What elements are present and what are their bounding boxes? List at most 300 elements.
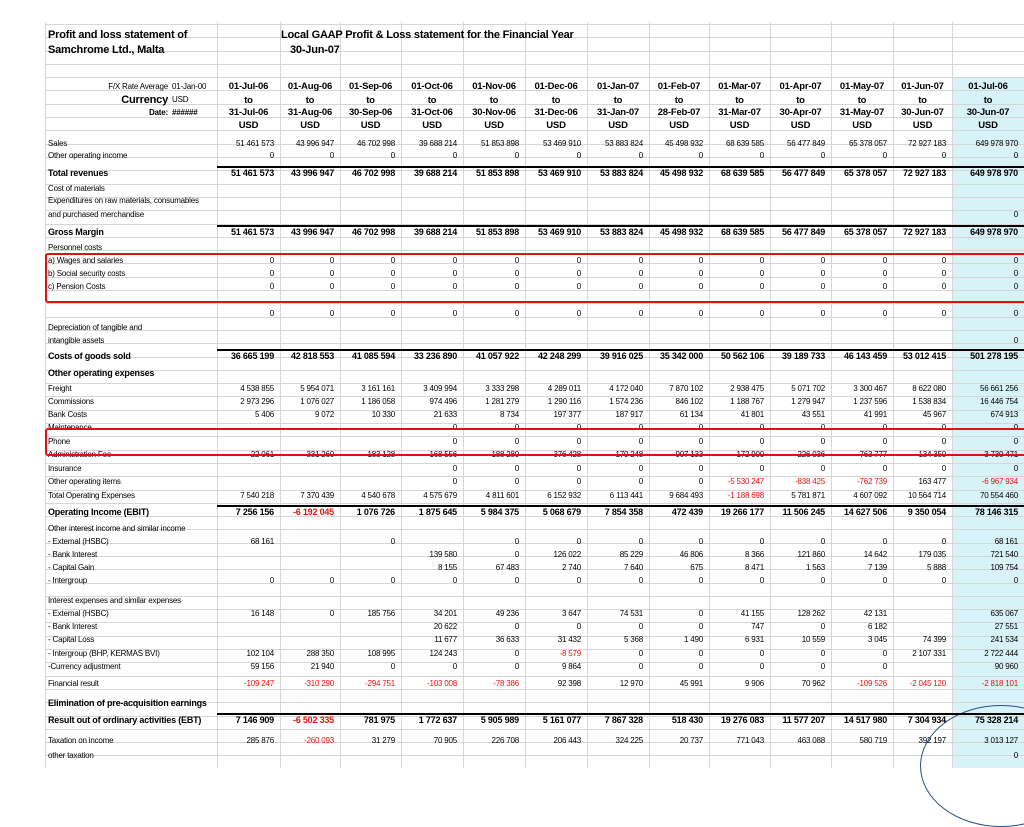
value-cell[interactable]: 0 — [576, 151, 581, 160]
value-cell[interactable]: -310 290 — [304, 679, 334, 688]
value-cell[interactable]: 463 088 — [797, 736, 825, 745]
value-cell[interactable]: 0 — [941, 576, 946, 585]
value-cell[interactable]: 206 443 — [553, 736, 581, 745]
value-cell[interactable]: 3 013 127 — [984, 736, 1018, 745]
value-cell[interactable]: 0 — [759, 269, 764, 278]
value-cell[interactable]: 0 — [820, 151, 825, 160]
value-cell[interactable]: 0 — [576, 477, 581, 486]
value-cell[interactable]: 9 906 — [744, 679, 764, 688]
value-cell[interactable]: 0 — [390, 282, 395, 291]
value-cell[interactable]: -6 192 045 — [292, 507, 334, 517]
value-cell[interactable]: 0 — [698, 576, 703, 585]
value-cell[interactable]: 0 — [638, 423, 643, 432]
currency-value[interactable]: USD — [172, 95, 189, 104]
value-cell[interactable]: 39 189 733 — [781, 351, 825, 361]
value-cell[interactable]: 0 — [941, 423, 946, 432]
value-cell[interactable]: 41 991 — [863, 410, 887, 419]
value-cell[interactable]: 0 — [514, 256, 519, 265]
value-cell[interactable]: 179 248 — [615, 450, 643, 459]
value-cell[interactable]: 3 730 471 — [984, 450, 1018, 459]
value-cell[interactable]: 0 — [638, 309, 643, 318]
value-cell[interactable]: 35 342 000 — [659, 351, 703, 361]
value-cell[interactable]: 61 134 — [679, 410, 703, 419]
value-cell[interactable]: 0 — [882, 576, 887, 585]
value-cell[interactable]: 51 461 573 — [235, 139, 274, 148]
value-cell[interactable]: 45 967 — [922, 410, 946, 419]
value-cell[interactable]: 78 146 315 — [974, 507, 1018, 517]
value-cell[interactable]: 0 — [638, 151, 643, 160]
value-cell[interactable]: 172 900 — [736, 450, 764, 459]
value-cell[interactable]: 0 — [820, 662, 825, 671]
value-cell[interactable]: 121 860 — [797, 550, 825, 559]
value-cell[interactable]: 46 806 — [679, 550, 703, 559]
value-cell[interactable]: -8 579 — [559, 649, 581, 658]
value-cell[interactable]: 7 867 328 — [604, 715, 643, 725]
value-cell[interactable]: 8 155 — [437, 563, 457, 572]
value-cell[interactable]: 0 — [452, 423, 457, 432]
value-cell[interactable]: 0 — [698, 269, 703, 278]
value-cell[interactable]: 376 428 — [553, 450, 581, 459]
value-cell[interactable]: 43 551 — [801, 410, 825, 419]
value-cell[interactable]: 241 534 — [990, 635, 1018, 644]
value-cell[interactable]: 5 954 071 — [300, 384, 334, 393]
value-cell[interactable]: 0 — [329, 269, 334, 278]
value-cell[interactable]: 46 702 998 — [351, 168, 395, 178]
value-cell[interactable]: 102 104 — [246, 649, 274, 658]
value-cell[interactable]: 0 — [452, 477, 457, 486]
value-cell[interactable]: 10 564 714 — [907, 491, 946, 500]
value-cell[interactable]: 41 057 922 — [475, 351, 519, 361]
value-cell[interactable]: 53 883 824 — [604, 139, 643, 148]
value-cell[interactable]: -5 530 247 — [727, 477, 764, 486]
value-cell[interactable]: 1 290 116 — [547, 397, 581, 406]
value-cell[interactable]: 0 — [941, 537, 946, 546]
value-cell[interactable]: 53 883 824 — [599, 168, 643, 178]
value-cell[interactable]: 0 — [638, 464, 643, 473]
value-cell[interactable]: 781 975 — [363, 715, 395, 725]
value-cell[interactable]: 0 — [452, 437, 457, 446]
value-cell[interactable]: 3 409 994 — [423, 384, 457, 393]
value-cell[interactable]: 45 498 932 — [659, 227, 703, 237]
value-cell[interactable]: 0 — [390, 309, 395, 318]
value-cell[interactable]: 288 350 — [306, 649, 334, 658]
value-cell[interactable]: 46 702 998 — [351, 227, 395, 237]
value-cell[interactable]: 2 107 331 — [912, 649, 946, 658]
value-cell[interactable]: 49 236 — [495, 609, 519, 618]
value-cell[interactable]: 0 — [514, 282, 519, 291]
value-cell[interactable]: 0 — [698, 464, 703, 473]
value-cell[interactable]: 0 — [329, 609, 334, 618]
value-cell[interactable]: 128 262 — [797, 609, 825, 618]
value-cell[interactable]: 5 368 — [623, 635, 643, 644]
value-cell[interactable]: 0 — [1013, 464, 1018, 473]
value-cell[interactable]: 0 — [698, 309, 703, 318]
value-cell[interactable]: 0 — [820, 282, 825, 291]
value-cell[interactable]: 42 131 — [863, 609, 887, 618]
value-cell[interactable]: 1 538 834 — [912, 397, 946, 406]
value-cell[interactable]: 0 — [269, 309, 274, 318]
value-cell[interactable]: 0 — [514, 576, 519, 585]
value-cell[interactable]: 3 333 298 — [485, 384, 519, 393]
value-cell[interactable]: 324 225 — [615, 736, 643, 745]
value-cell[interactable]: 472 439 — [671, 507, 703, 517]
value-cell[interactable]: 649 978 970 — [970, 168, 1018, 178]
value-cell[interactable]: 70 962 — [801, 679, 825, 688]
value-cell[interactable]: 0 — [390, 256, 395, 265]
value-cell[interactable]: 68 639 585 — [720, 168, 764, 178]
value-cell[interactable]: 0 — [452, 269, 457, 278]
value-cell[interactable]: 72 927 183 — [907, 139, 946, 148]
value-cell[interactable]: 0 — [882, 437, 887, 446]
value-cell[interactable]: 0 — [390, 151, 395, 160]
value-cell[interactable]: 126 022 — [553, 550, 581, 559]
value-cell[interactable]: 0 — [1013, 751, 1018, 760]
value-cell[interactable]: 51 853 898 — [475, 227, 519, 237]
value-cell[interactable]: 0 — [576, 309, 581, 318]
value-cell[interactable]: 846 102 — [675, 397, 703, 406]
value-cell[interactable]: 7 370 439 — [300, 491, 334, 500]
value-cell[interactable]: 0 — [452, 151, 457, 160]
value-cell[interactable]: 10 330 — [371, 410, 395, 419]
value-cell[interactable]: 1 875 645 — [418, 507, 457, 517]
value-cell[interactable]: -762 739 — [857, 477, 887, 486]
value-cell[interactable]: 331 260 — [306, 450, 334, 459]
value-cell[interactable]: 0 — [820, 537, 825, 546]
value-cell[interactable]: 7 304 934 — [907, 715, 946, 725]
value-cell[interactable]: 0 — [882, 464, 887, 473]
value-cell[interactable]: 0 — [329, 256, 334, 265]
value-cell[interactable]: 0 — [698, 609, 703, 618]
value-cell[interactable]: 51 853 898 — [475, 168, 519, 178]
value-cell[interactable]: 5 888 — [926, 563, 946, 572]
value-cell[interactable]: 2 973 296 — [240, 397, 274, 406]
value-cell[interactable]: 721 540 — [990, 550, 1018, 559]
value-cell[interactable]: 0 — [759, 537, 764, 546]
value-cell[interactable]: 0 — [390, 537, 395, 546]
value-cell[interactable]: 68 639 585 — [720, 227, 764, 237]
value-cell[interactable]: 0 — [941, 151, 946, 160]
value-cell[interactable]: 168 556 — [429, 450, 457, 459]
value-cell[interactable]: 70 905 — [433, 736, 457, 745]
value-cell[interactable]: 0 — [759, 256, 764, 265]
value-cell[interactable]: 0 — [638, 477, 643, 486]
value-cell[interactable]: 9 684 493 — [669, 491, 703, 500]
value-cell[interactable]: 0 — [1013, 423, 1018, 432]
value-cell[interactable]: 0 — [820, 576, 825, 585]
value-cell[interactable]: 0 — [329, 151, 334, 160]
value-cell[interactable]: 46 702 998 — [356, 139, 395, 148]
value-cell[interactable]: 39 688 214 — [413, 227, 457, 237]
value-cell[interactable]: 0 — [329, 576, 334, 585]
value-cell[interactable]: 0 — [698, 649, 703, 658]
value-cell[interactable]: 39 688 214 — [418, 139, 457, 148]
value-cell[interactable]: 36 665 199 — [230, 351, 274, 361]
value-cell[interactable]: 0 — [1013, 576, 1018, 585]
value-cell[interactable]: 16 446 754 — [979, 397, 1018, 406]
value-cell[interactable]: 0 — [638, 622, 643, 631]
value-cell[interactable]: 53 012 415 — [902, 351, 946, 361]
value-cell[interactable]: 7 146 909 — [235, 715, 274, 725]
value-cell[interactable]: 0 — [698, 423, 703, 432]
value-cell[interactable]: 501 278 195 — [970, 351, 1018, 361]
value-cell[interactable]: 7 640 — [623, 563, 643, 572]
value-cell[interactable]: 675 — [690, 563, 703, 572]
value-cell[interactable]: 70 554 460 — [979, 491, 1018, 500]
value-cell[interactable]: 51 461 573 — [230, 168, 274, 178]
value-cell[interactable]: 674 913 — [990, 410, 1018, 419]
value-cell[interactable]: 5 068 679 — [542, 507, 581, 517]
value-cell[interactable]: 4 811 601 — [485, 491, 519, 500]
value-cell[interactable]: 10 559 — [801, 635, 825, 644]
value-cell[interactable]: 0 — [698, 256, 703, 265]
value-cell[interactable]: 187 917 — [615, 410, 643, 419]
value-cell[interactable]: 0 — [638, 282, 643, 291]
value-cell[interactable]: 0 — [759, 437, 764, 446]
value-cell[interactable]: 45 991 — [679, 679, 703, 688]
value-cell[interactable]: 31 432 — [557, 635, 581, 644]
value-cell[interactable]: 19 266 177 — [720, 507, 764, 517]
value-cell[interactable]: 0 — [759, 282, 764, 291]
value-cell[interactable]: 197 377 — [553, 410, 581, 419]
value-cell[interactable]: -6 502 335 — [292, 715, 334, 725]
value-cell[interactable]: 50 562 106 — [720, 351, 764, 361]
value-cell[interactable]: 0 — [514, 423, 519, 432]
value-cell[interactable]: 75 328 214 — [974, 715, 1018, 725]
value-cell[interactable]: 0 — [269, 576, 274, 585]
value-cell[interactable]: 45 498 932 — [664, 139, 703, 148]
value-cell[interactable]: 42 818 553 — [290, 351, 334, 361]
value-cell[interactable]: 65 378 057 — [848, 139, 887, 148]
value-cell[interactable]: 226 708 — [491, 736, 519, 745]
value-cell[interactable]: 85 229 — [619, 550, 643, 559]
value-cell[interactable]: 9 072 — [314, 410, 334, 419]
value-cell[interactable]: 0 — [514, 151, 519, 160]
value-cell[interactable]: 0 — [452, 464, 457, 473]
value-cell[interactable]: 9 350 054 — [907, 507, 946, 517]
value-cell[interactable]: 8 471 — [744, 563, 764, 572]
value-cell[interactable]: -260 093 — [304, 736, 334, 745]
value-cell[interactable]: 0 — [269, 256, 274, 265]
value-cell[interactable]: 0 — [514, 662, 519, 671]
value-cell[interactable]: 635 067 — [990, 609, 1018, 618]
value-cell[interactable]: 0 — [269, 282, 274, 291]
value-cell[interactable]: 0 — [452, 576, 457, 585]
value-cell[interactable]: 179 035 — [918, 550, 946, 559]
value-cell[interactable]: 6 931 — [744, 635, 764, 644]
value-cell[interactable]: 3 300 467 — [853, 384, 887, 393]
value-cell[interactable]: 6 113 441 — [609, 491, 643, 500]
value-cell[interactable]: 3 161 161 — [361, 384, 395, 393]
value-cell[interactable]: -78 386 — [493, 679, 519, 688]
value-cell[interactable]: 12 970 — [619, 679, 643, 688]
value-cell[interactable]: 0 — [576, 269, 581, 278]
value-cell[interactable]: -1 188 698 — [727, 491, 764, 500]
value-cell[interactable]: 0 — [759, 151, 764, 160]
value-cell[interactable]: 0 — [820, 256, 825, 265]
value-cell[interactable]: 4 540 678 — [361, 491, 395, 500]
value-cell[interactable]: 0 — [882, 282, 887, 291]
value-cell[interactable]: 0 — [576, 537, 581, 546]
value-cell[interactable]: 0 — [576, 282, 581, 291]
value-cell[interactable]: 1 563 — [805, 563, 825, 572]
value-cell[interactable]: 5 406 — [254, 410, 274, 419]
value-cell[interactable]: 1 772 637 — [418, 715, 457, 725]
value-cell[interactable]: 0 — [820, 269, 825, 278]
value-cell[interactable]: 649 978 970 — [970, 227, 1018, 237]
value-cell[interactable]: 0 — [1013, 437, 1018, 446]
value-cell[interactable]: 139 580 — [429, 550, 457, 559]
value-cell[interactable]: 0 — [514, 477, 519, 486]
value-cell[interactable]: 3 045 — [867, 635, 887, 644]
value-cell[interactable]: 0 — [452, 256, 457, 265]
value-cell[interactable]: 134 350 — [918, 450, 946, 459]
value-cell[interactable]: 41 155 — [740, 609, 764, 618]
value-cell[interactable]: 11 677 — [434, 635, 457, 644]
value-cell[interactable]: 16 148 — [250, 609, 274, 618]
value-cell[interactable]: 8 622 080 — [912, 384, 946, 393]
value-cell[interactable]: 0 — [1013, 282, 1018, 291]
value-cell[interactable]: 8 734 — [499, 410, 519, 419]
value-cell[interactable]: -2 818 101 — [981, 679, 1018, 688]
value-cell[interactable]: 0 — [941, 464, 946, 473]
value-cell[interactable]: 56 477 849 — [786, 139, 825, 148]
value-cell[interactable]: 580 719 — [859, 736, 887, 745]
value-cell[interactable]: 59 156 — [250, 662, 274, 671]
value-cell[interactable]: 11 577 207 — [782, 715, 825, 725]
value-cell[interactable]: 0 — [514, 537, 519, 546]
value-cell[interactable]: 1 188 767 — [730, 397, 764, 406]
value-cell[interactable]: 20 737 — [679, 736, 703, 745]
value-cell[interactable]: 0 — [698, 477, 703, 486]
value-cell[interactable]: 65 378 057 — [843, 168, 887, 178]
value-cell[interactable]: 108 995 — [367, 649, 395, 658]
value-cell[interactable]: 27 551 — [994, 622, 1018, 631]
value-cell[interactable]: 0 — [882, 151, 887, 160]
value-cell[interactable]: 0 — [759, 649, 764, 658]
value-cell[interactable]: 43 996 947 — [290, 168, 334, 178]
value-cell[interactable]: 45 498 932 — [659, 168, 703, 178]
value-cell[interactable]: 5 905 989 — [480, 715, 519, 725]
value-cell[interactable]: 51 853 898 — [480, 139, 519, 148]
value-cell[interactable]: 4 607 092 — [853, 491, 887, 500]
value-cell[interactable]: 4 172 040 — [609, 384, 643, 393]
value-cell[interactable]: 649 978 970 — [975, 139, 1018, 148]
value-cell[interactable]: 3 647 — [561, 609, 581, 618]
value-cell[interactable]: 0 — [329, 282, 334, 291]
value-cell[interactable]: 21 633 — [433, 410, 457, 419]
value-cell[interactable]: 39 688 214 — [413, 168, 457, 178]
value-cell[interactable]: 0 — [1013, 336, 1018, 345]
value-cell[interactable]: 43 996 947 — [290, 227, 334, 237]
value-cell[interactable]: 0 — [638, 269, 643, 278]
value-cell[interactable]: 0 — [941, 282, 946, 291]
value-cell[interactable]: 41 085 594 — [351, 351, 395, 361]
value-cell[interactable]: 65 378 057 — [843, 227, 887, 237]
value-cell[interactable]: -2 045 120 — [909, 679, 946, 688]
value-cell[interactable]: -109 247 — [244, 679, 274, 688]
value-cell[interactable]: 0 — [514, 649, 519, 658]
value-cell[interactable]: 0 — [698, 437, 703, 446]
value-cell[interactable]: 1 281 279 — [485, 397, 519, 406]
value-cell[interactable]: 7 870 102 — [669, 384, 703, 393]
value-cell[interactable]: 1 186 058 — [361, 397, 395, 406]
value-cell[interactable]: 0 — [820, 649, 825, 658]
value-cell[interactable]: -6 967 934 — [981, 477, 1018, 486]
value-cell[interactable]: 21 940 — [310, 662, 334, 671]
value-cell[interactable]: 0 — [638, 662, 643, 671]
value-cell[interactable]: 0 — [820, 423, 825, 432]
value-cell[interactable]: 34 201 — [433, 609, 457, 618]
value-cell[interactable]: 0 — [820, 622, 825, 631]
value-cell[interactable]: 7 854 358 — [604, 507, 643, 517]
value-cell[interactable]: 747 — [751, 622, 764, 631]
value-cell[interactable]: 1 574 236 — [609, 397, 643, 406]
value-cell[interactable]: 11 506 245 — [782, 507, 825, 517]
value-cell[interactable]: 22 061 — [250, 450, 274, 459]
value-cell[interactable]: 20 622 — [433, 622, 457, 631]
value-cell[interactable]: 1 237 596 — [853, 397, 887, 406]
value-cell[interactable]: 0 — [1013, 256, 1018, 265]
value-cell[interactable]: 90 960 — [994, 662, 1018, 671]
value-cell[interactable]: 0 — [698, 282, 703, 291]
value-cell[interactable]: 1 076 027 — [300, 397, 334, 406]
value-cell[interactable]: 68 639 585 — [725, 139, 764, 148]
value-cell[interactable]: 1 279 947 — [791, 397, 825, 406]
value-cell[interactable]: 33 236 890 — [413, 351, 457, 361]
value-cell[interactable]: 0 — [1013, 151, 1018, 160]
value-cell[interactable]: 0 — [390, 269, 395, 278]
value-cell[interactable]: 163 477 — [918, 477, 946, 486]
value-cell[interactable]: 0 — [820, 437, 825, 446]
value-cell[interactable]: 0 — [576, 464, 581, 473]
value-cell[interactable]: 31 279 — [371, 736, 395, 745]
date-value[interactable]: ###### — [172, 108, 198, 117]
value-cell[interactable]: 5 071 702 — [791, 384, 825, 393]
value-cell[interactable]: 2 938 475 — [730, 384, 764, 393]
value-cell[interactable]: 0 — [390, 576, 395, 585]
value-cell[interactable]: -838 425 — [795, 477, 825, 486]
value-cell[interactable]: 4 289 011 — [547, 384, 581, 393]
value-cell[interactable]: 0 — [820, 309, 825, 318]
value-cell[interactable]: 0 — [514, 437, 519, 446]
value-cell[interactable]: 9 864 — [561, 662, 581, 671]
value-cell[interactable]: 0 — [882, 309, 887, 318]
value-cell[interactable]: 185 756 — [367, 609, 395, 618]
value-cell[interactable]: 42 248 299 — [537, 351, 581, 361]
value-cell[interactable]: 183 128 — [367, 450, 395, 459]
value-cell[interactable]: 0 — [576, 437, 581, 446]
value-cell[interactable]: 0 — [698, 622, 703, 631]
value-cell[interactable]: 0 — [882, 662, 887, 671]
value-cell[interactable]: 0 — [759, 309, 764, 318]
value-cell[interactable]: 5 781 871 — [791, 491, 825, 500]
value-cell[interactable]: 72 927 183 — [902, 227, 946, 237]
value-cell[interactable]: 6 182 — [867, 622, 887, 631]
value-cell[interactable]: 14 517 980 — [843, 715, 887, 725]
value-cell[interactable]: 0 — [638, 576, 643, 585]
value-cell[interactable]: 0 — [576, 256, 581, 265]
value-cell[interactable]: 0 — [576, 622, 581, 631]
value-cell[interactable]: 0 — [882, 649, 887, 658]
value-cell[interactable]: 0 — [514, 622, 519, 631]
value-cell[interactable]: 0 — [1013, 269, 1018, 278]
value-cell[interactable]: 0 — [698, 537, 703, 546]
value-cell[interactable]: 56 661 256 — [979, 384, 1018, 393]
value-cell[interactable]: 41 801 — [740, 410, 764, 419]
value-cell[interactable]: 68 161 — [994, 537, 1018, 546]
value-cell[interactable]: 7 540 218 — [240, 491, 274, 500]
value-cell[interactable]: 53 469 910 — [542, 139, 581, 148]
